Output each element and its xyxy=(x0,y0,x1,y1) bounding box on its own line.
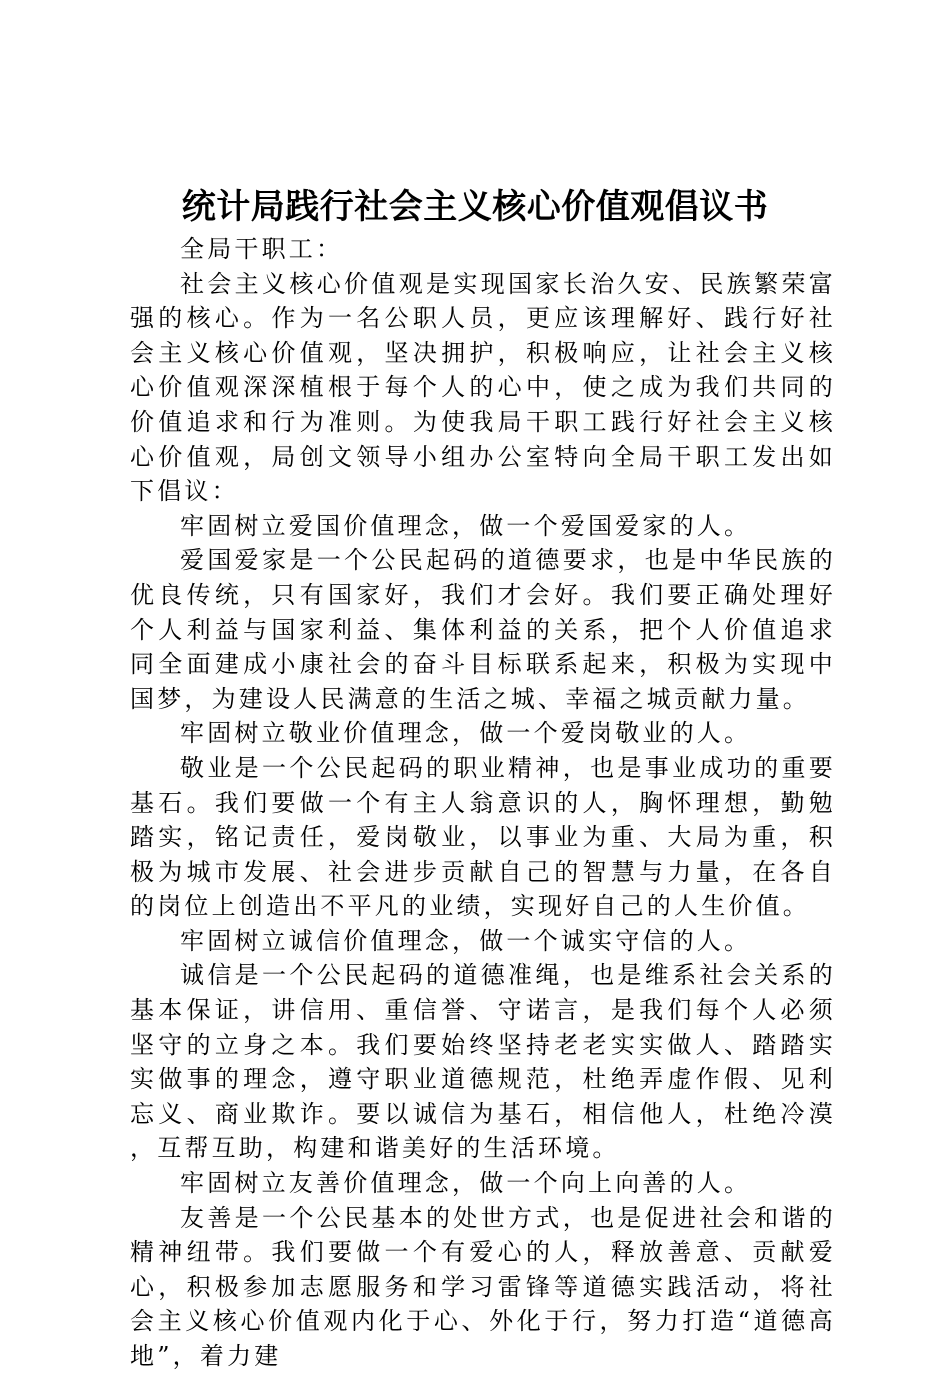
section-heading-integrity: 牢固树立诚信价值理念，做一个诚实守信的人。 xyxy=(180,926,752,955)
section-heading-friendliness: 牢固树立友善价值理念，做一个向上向善的人。 xyxy=(180,1169,752,1198)
paragraph-dedication: 敬业是一个公民起码的职业精神，也是事业成功的重要基石。我们要做一个有主人翁意识的人，胸怀理想，勤勉踏实，铭记责任，爱岗敬业，以事业为重、大局为重，积极为城市发展、社会进步贡献自己的智慧与力量，在各自的岗位上创造出不平凡的业绩，实现好自己的人生价值。 xyxy=(130,753,836,921)
intro-paragraph: 社会主义核心价值观是实现国家长治久安、民族繁荣富强的核心。作为一名公职人员，更应该理解好、践行好社会主义核心价值观，坚决拥护，积极响应，让社会主义核心价值观深深植根于每个人的心中，使之成为我们共同的价值追求和行为准则。为使我局干职工践行好社会主义核心价值观，局创文领导小组办公室特向全局干职工发出如下倡议： xyxy=(130,269,836,506)
section-heading-patriotism: 牢固树立爱国价值理念，做一个爱国爱家的人。 xyxy=(180,511,752,540)
document-body xyxy=(130,232,836,1374)
paragraph-friendliness: 友善是一个公民基本的处世方式，也是促进社会和谐的精神纽带。我们要做一个有爱心的人，释放善意、贡献爱心，积极参加志愿服务和学习雷锋等道德实践活动，将社会主义核心价值观内化于心、外化于行，努力打造“道德高地”，着力建 xyxy=(130,1203,836,1370)
salutation: 全局干职工： xyxy=(180,235,344,263)
paragraph-patriotism: 爱国爱家是一个公民起码的道德要求，也是中华民族的优良传统，只有国家好，我们才会好。我们要正确处理好个人利益与国家利益、集体利益的关系，把个人价值追求同全面建成小康社会的奋斗目标联系起来，积极为实现中国梦，为建设人民满意的生活之城、幸福之城贡献力量。 xyxy=(130,546,836,713)
section-heading-dedication: 牢固树立敬业价值理念，做一个爱岗敬业的人。 xyxy=(180,719,752,748)
document-title: 统计局践行社会主义核心价值观倡议书 xyxy=(181,187,769,227)
paragraph-integrity: 诚信是一个公民起码的道德准绳，也是维系社会关系的基本保证，讲信用、重信誉、守诺言，是我们每个人必须坚守的立身之本。我们要始终坚持老老实实做人、踏踏实实做事的理念，遵守职业道德规范，杜绝弄虚作假、见利忘义、商业欺诈。要以诚信为基石，相信他人，杜绝冷漠，互帮互助，构建和谐美好的生活环境。 xyxy=(130,961,836,1163)
